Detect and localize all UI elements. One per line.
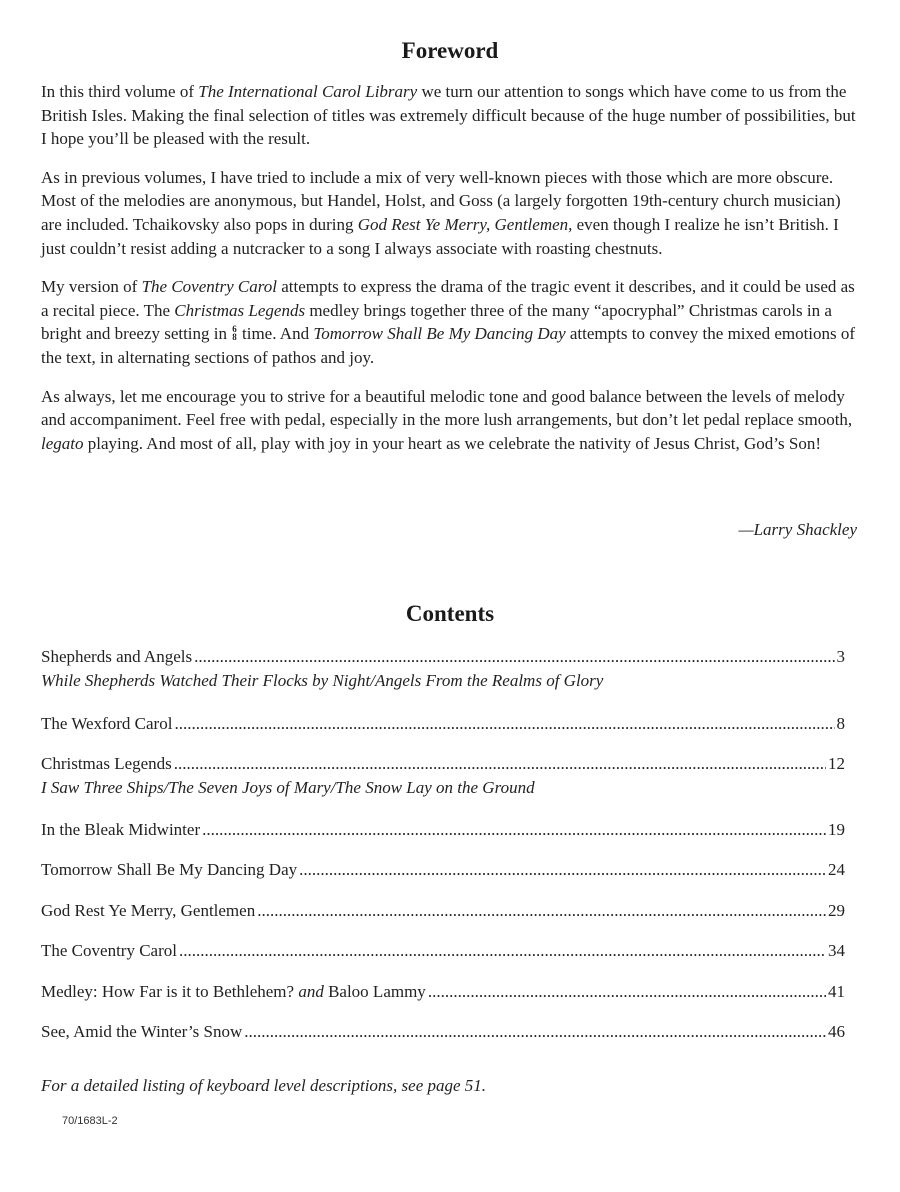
foreword-paragraph-4 — [41, 385, 861, 456]
toc-page-number: 41 — [828, 982, 845, 1001]
song-title: God Rest Ye Merry, Gentlemen, — [357, 214, 573, 234]
toc-title: God Rest Ye Merry, Gentlemen — [41, 901, 256, 920]
dot-leader — [179, 939, 826, 963]
toc-title — [41, 980, 426, 1004]
text-run: medley brings together three of the many “apocryphal” Christmas carols in a bright and breezy setting in — [41, 300, 832, 344]
time-signature — [232, 325, 237, 341]
toc-entry — [41, 712, 845, 736]
text-run: time. And — [237, 324, 314, 344]
dot-leader — [174, 712, 834, 736]
toc-entry — [41, 899, 845, 923]
toc-title-part: Baloo Lammy — [323, 982, 426, 1001]
dot-leader — [202, 818, 826, 842]
level-descriptions-note: For a detailed listing of keyboard level descriptions, see page 51. — [41, 1076, 487, 1095]
toc-page-number: 19 — [828, 820, 845, 839]
toc-page-number: 34 — [828, 941, 845, 960]
toc-page-number: 12 — [828, 754, 845, 773]
toc-entry — [41, 1020, 845, 1044]
toc-entry — [41, 980, 845, 1004]
foreword-body — [41, 80, 861, 470]
dot-leader — [244, 1020, 826, 1044]
foreword-paragraph-2 — [41, 166, 861, 260]
book-title: The International Carol Library — [198, 82, 418, 101]
dot-leader — [174, 752, 826, 776]
text-run: playing. And most of all, play with joy in your heart as we celebrate the nativity of Jesus Christ, God’s Son! — [83, 433, 821, 453]
song-title: The Coventry Carol — [141, 277, 277, 297]
toc-title: Shepherds and Angels — [41, 647, 193, 666]
toc-title-part: Medley: How Far is it to Bethlehem? — [41, 982, 299, 1001]
toc-subtitle: While Shepherds Watched Their Flocks by Night/Angels From the Realms of Glory — [41, 671, 604, 690]
text-run: attempts to express the drama of the tragic event it describes, and it could be used as a recital piece. The — [41, 277, 855, 320]
toc-page-number: 3 — [836, 647, 845, 666]
dot-leader — [257, 899, 826, 923]
emphasis: legato — [41, 433, 84, 453]
toc-page-number: 8 — [836, 714, 845, 733]
time-signature-bottom: 8 — [232, 332, 237, 343]
author-signature: —Larry Shackley — [738, 520, 857, 539]
foreword-paragraph-3 — [41, 275, 861, 369]
text-run: My version of — [41, 277, 142, 297]
toc-entry — [41, 645, 845, 693]
toc-page-number: 46 — [828, 1022, 845, 1041]
text-run: In this third volume of — [41, 82, 199, 101]
contents-heading: Contents — [405, 601, 495, 626]
toc-title: In the Bleak Midwinter — [41, 820, 201, 839]
foreword-heading: Foreword — [401, 38, 499, 63]
toc-title: The Wexford Carol — [41, 714, 173, 733]
song-title: Christmas Legends — [174, 300, 306, 320]
song-title: Tomorrow Shall Be My Dancing Day — [313, 324, 566, 344]
toc-title: Tomorrow Shall Be My Dancing Day — [41, 860, 298, 879]
toc-entry — [41, 818, 845, 842]
toc-title: The Coventry Carol — [41, 941, 177, 960]
text-run: As in previous volumes, I have tried to include a mix of very well-known pieces with those which are more obscure. Most of the melodies are anonymous, but Handel, Holst, and Goss (a largely forgotten 19th-century church musician) are included. Tchaikovsky also pops in during — [41, 167, 841, 234]
toc-entry — [41, 858, 845, 882]
catalog-number: 70/1683L-2 — [62, 1115, 118, 1127]
toc-page-number: 29 — [828, 901, 845, 920]
dot-leader — [428, 980, 826, 1004]
toc-subtitle: I Saw Three Ships/The Seven Joys of Mary/The Snow Lay on the Ground — [41, 778, 535, 797]
toc-entry — [41, 752, 845, 800]
toc-title-part: and — [298, 982, 324, 1001]
dot-leader — [299, 858, 826, 882]
toc-title: Christmas Legends — [41, 754, 172, 773]
text-run: we turn our attention to songs which have come to us from the British Isles. Making the final selection of titles was extremely difficult because of the huge number of possibilities, but I hope you’ll be pleased with the result. — [41, 82, 856, 149]
toc-title: See, Amid the Winter’s Snow — [41, 1022, 243, 1041]
text-run: attempts to convey the mixed emotions of the text, in alternating sections of pathos and joy. — [41, 324, 856, 367]
text-run: even though I realize he isn’t British. I just couldn’t resist adding a nutcracker to a song I always associate with roasting chestnuts. — [41, 214, 839, 258]
time-signature-top: 6 — [232, 324, 237, 335]
text-run: As always, let me encourage you to strive for a beautiful melodic tone and good balance between the levels of melody and accompaniment. Feel free with pedal, especially in the more lush arrangements, but don’t let pedal replace smooth, — [41, 386, 853, 430]
foreword-paragraph-1 — [41, 80, 861, 151]
dot-leader — [194, 645, 834, 669]
toc-page-number: 24 — [828, 860, 845, 879]
toc-entry — [41, 939, 845, 963]
